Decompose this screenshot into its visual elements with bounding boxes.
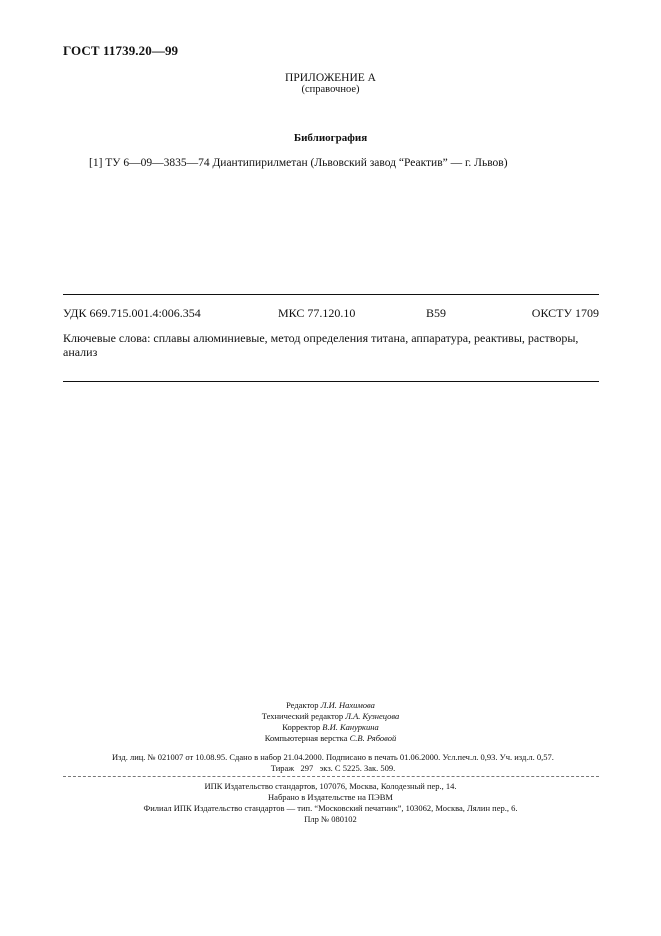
credit-tech-editor: Технический редактор Л.А. Кузнецова [261,711,400,721]
imprint-block [63,752,603,774]
credits-block [0,700,661,744]
publisher-line-4: Плр № 080102 [304,814,357,824]
publisher-block [0,781,661,825]
top-divider [63,294,599,295]
bottom-divider [63,381,599,382]
bibliography-entry: [1] ТУ 6—09—3835—74 Диантипирилметан (Львовский завод “Реактив” — г. Львов) [89,157,508,169]
group-code: В59 [426,306,447,320]
publisher-line-1: ИПК Издательство стандартов, 107076, Москва, Колодезный пер., 14. [204,781,457,791]
annex-heading [0,72,661,96]
annex-subtitle: (справочное) [301,84,360,95]
dashed-divider [63,776,599,777]
publisher-line-3: Филиал ИПК Издательство стандартов — тип. “Московский печатник”, 103062, Москва, Лялин пер., 6. [143,803,518,813]
credit-layout: Компьютерная верстка С.В. Рябовой [264,733,397,743]
bibliography-title: Библиография [293,132,368,144]
document-code: ГОСТ 11739.20—99 [63,43,179,58]
publisher-line-2: Набрано в Издательстве на ПЭВМ [268,792,393,802]
imprint-line-2: Тираж 297 экз. С 5225. Зак. 509. [270,763,396,773]
mks-code: МКС 77.120.10 [278,306,356,320]
imprint-line-1: Изд. лиц. № 021007 от 10.08.95. Сдано в набор 21.04.2000. Подписано в печать 01.06.2000. Усл.печ.л. 0,93. Уч. изд.л. 0,57. [112,752,554,762]
credit-editor: Редактор Л.И. Нахимова [286,700,375,710]
annex-title: ПРИЛОЖЕНИЕ А [285,72,376,84]
udk-code: УДК 669.715.001.4:006.354 [63,306,201,320]
credit-corrector: Корректор В.И. Кануркина [282,722,379,732]
oksty-code: ОКСТУ 1709 [531,306,599,320]
keywords: Ключевые слова: сплавы алюминиевые, метод определения титана, аппаратура, реактивы, растворы, анализ [63,331,579,359]
